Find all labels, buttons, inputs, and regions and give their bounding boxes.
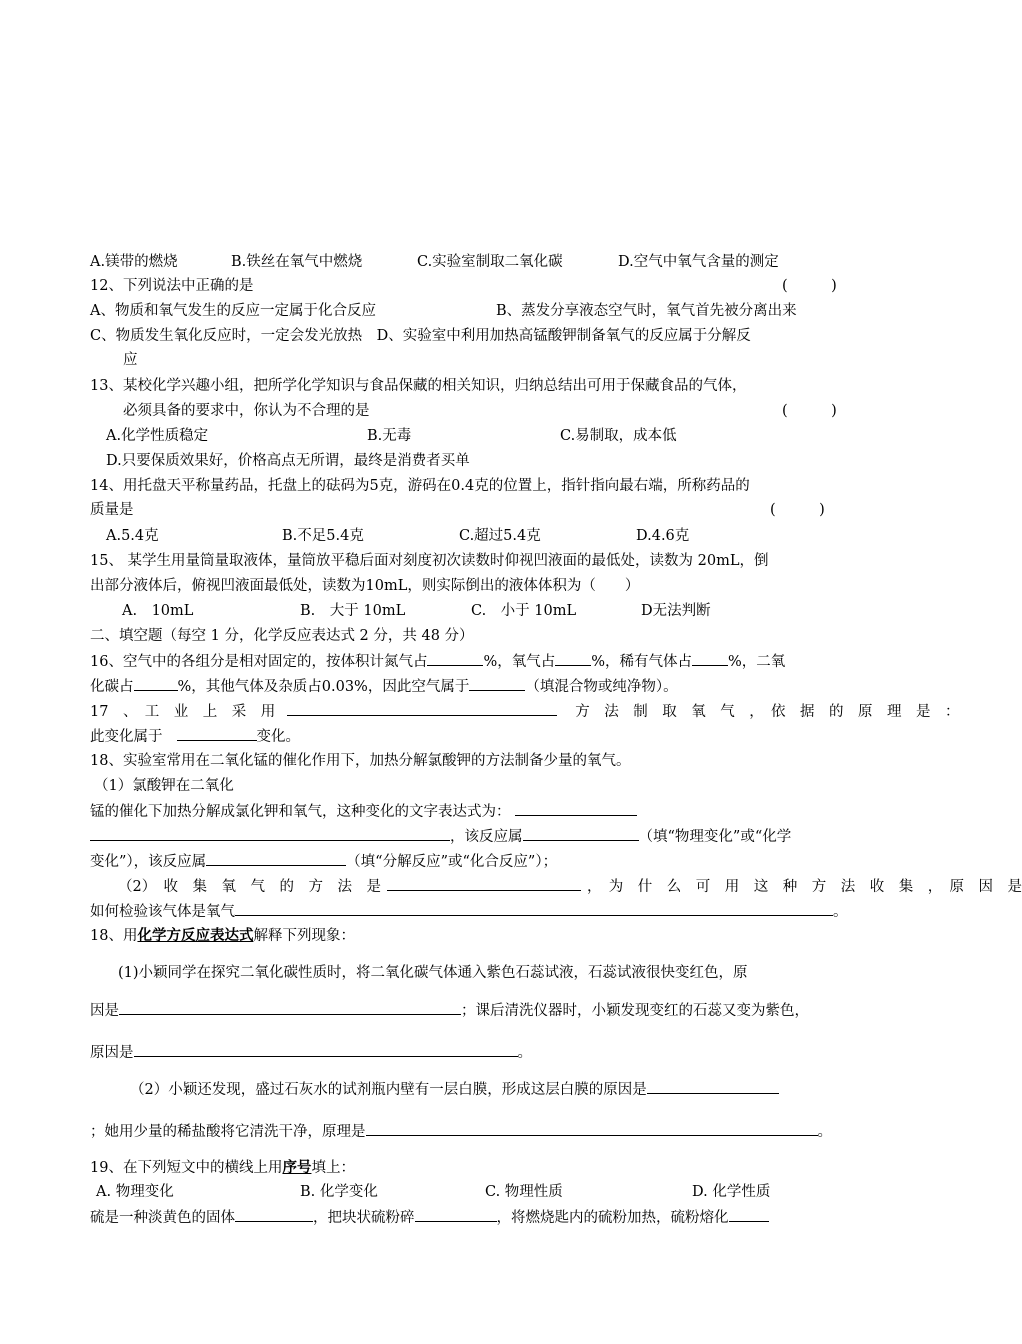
q12-option-d-cont: 应 xyxy=(123,352,138,368)
q13-stem-line2: 必须具备的要求中，你认为不合理的是 xyxy=(123,403,370,419)
q17-text: 17 、 工 业 上 采 用 xyxy=(90,704,276,720)
q16-line1 xyxy=(90,651,785,672)
q18b-text: ；她用少量的稀盐酸将它清洗干净，原理是 xyxy=(90,1124,366,1140)
q18-line xyxy=(90,826,791,847)
q13-answer-paren: ( ) xyxy=(782,403,837,419)
q17-text: 此变化属于 xyxy=(90,729,163,745)
q13-stem-line1: 13、某校化学兴趣小组，把所学化学知识与食品保藏的相关知识，归纳总结出可用于保藏食品的气体， xyxy=(90,378,747,394)
q18b-line xyxy=(90,1121,832,1142)
q18-text: （填“分解反应”或“化合反应”）； xyxy=(346,854,558,870)
q18-blank-collect-method[interactable] xyxy=(387,876,581,891)
q19-option-d: D. 化学性质 xyxy=(692,1184,771,1200)
q19-option-a: A. 物理变化 xyxy=(96,1184,174,1200)
section-heading: 二、填空题（每空 1 分，化学反应表达式 2 分，共 48 分） xyxy=(90,628,474,644)
q16-blank-co2[interactable] xyxy=(134,676,178,691)
q14-option-a: A.5.4克 xyxy=(106,528,159,544)
q13-option-a: A.化学性质稳定 xyxy=(106,428,209,444)
q13-option-b: B.无毒 xyxy=(367,428,412,444)
q16-line2 xyxy=(90,676,678,697)
q12-stem: 12、下列说法中正确的是 xyxy=(90,278,254,294)
q16-text: %，二氧 xyxy=(728,654,786,670)
q18b-blank-reason2[interactable] xyxy=(134,1042,518,1057)
q18b-line xyxy=(90,1000,809,1021)
q18b-stem xyxy=(90,926,355,946)
q18-sub1: （1）氯酸钾在二氧化 xyxy=(94,778,234,794)
q18b-text: 。 xyxy=(817,1124,832,1140)
q12-answer-paren: ( ) xyxy=(782,278,837,294)
q18-blank-change-type[interactable] xyxy=(523,826,639,841)
q16-text: （填混合物或纯净物）。 xyxy=(525,679,678,695)
q19-text: 填上： xyxy=(311,1160,355,1176)
q14-answer-paren: ( ) xyxy=(770,502,825,518)
q18-stem: 18、实验室常用在二氧化锰的催化作用下，加热分解氯酸钾的方法制备少量的氧气。 xyxy=(90,753,631,769)
q18b-text: （2）小颖还发现，盛过石灰水的试剂瓶内壁有一层白膜，形成这层白膜的原因是 xyxy=(130,1082,647,1098)
q18-line xyxy=(118,876,1022,897)
q12-option-c-d: C、物质发生氧化反应时，一定会发光放热 D、实验室中利用加热高锰酸钾制备氧气的反应属于分解反 xyxy=(90,328,751,344)
q18-text: 锰的催化下加热分解成氯化钾和氧气，这种变化的文字表达式为： xyxy=(90,804,511,820)
q14-stem-line2: 质量是 xyxy=(90,502,134,518)
q16-text: %，稀有气体占 xyxy=(591,654,693,670)
q18b-blank-principle[interactable] xyxy=(366,1121,818,1136)
q11-option-c: C.实验室制取二氧化碳 xyxy=(417,254,563,270)
q18b-text: 解释下列现象： xyxy=(253,928,355,944)
q18b-blank-white-film[interactable] xyxy=(647,1079,779,1094)
q18b-line xyxy=(130,1079,779,1100)
q18b-sub1: (1)小颖同学在探究二氧化碳性质时，将二氧化碳气体通入紫色石蕊试液，石蕊试液很快变红色，原 xyxy=(118,965,748,981)
q17-line1 xyxy=(90,701,959,722)
q18-blank-reaction-type[interactable] xyxy=(206,851,346,866)
q15-option-d: D无法判断 xyxy=(641,603,711,619)
q19-line xyxy=(90,1207,769,1228)
q19-text: 19、在下列短文中的横线上用 xyxy=(90,1160,283,1176)
q18-text: （2） 收 集 氧 气 的 方 法 是 xyxy=(118,879,381,895)
q14-option-b: B.不足5.4克 xyxy=(282,528,364,544)
q18b-text: 18、用 xyxy=(90,928,138,944)
q18b-text: ；课后清洗仪器时，小颖发现变红的石蕊又变为紫色， xyxy=(461,1003,809,1019)
q15-option-a: A. 10mL xyxy=(122,603,194,619)
q16-blank-oxygen[interactable] xyxy=(555,651,591,666)
q16-text: %，其他气体及杂质占0.03%，因此空气属于 xyxy=(177,679,470,695)
q19-stem xyxy=(90,1158,355,1178)
q18b-text: 因是 xyxy=(90,1003,119,1019)
q18-line xyxy=(90,801,637,822)
q11-option-b: B.铁丝在氧气中燃烧 xyxy=(231,254,363,270)
q17-blank-change-type[interactable] xyxy=(177,726,257,741)
q17-blank-method[interactable] xyxy=(287,701,557,716)
q16-text: 16、空气中的各组分是相对固定的，按体积计氮气占 xyxy=(90,654,428,670)
q18b-emphasis: 化学方反应表达式 xyxy=(137,927,254,944)
q18b-text: 原因是 xyxy=(90,1045,134,1061)
q17-line2 xyxy=(90,726,300,747)
q18-blank-expression[interactable] xyxy=(90,826,450,841)
q15-stem-line2: 出部分液体后，俯视凹液面最低处，读数为10mL，则实际倒出的液体体积为（ ） xyxy=(90,578,640,594)
q18-blank-expression-start[interactable] xyxy=(515,801,637,816)
q16-text: %，氧气占 xyxy=(483,654,556,670)
q18-text: （填“物理变化”或“化学 xyxy=(638,829,792,845)
q19-text: 硫是一种淡黄色的固体 xyxy=(90,1210,235,1226)
q16-blank-noble-gas[interactable] xyxy=(692,651,728,666)
q11-option-a: A.镁带的燃烧 xyxy=(90,254,178,270)
q18-line xyxy=(90,901,848,922)
q15-option-c: C. 小于 10mL xyxy=(471,603,577,619)
q12-option-a: A、物质和氧气发生的反应一定属于化合反应 xyxy=(90,303,376,319)
q11-option-d: D.空气中氧气含量的测定 xyxy=(618,254,779,270)
q18-text: ，该反应属 xyxy=(450,829,523,845)
q16-blank-nitrogen[interactable] xyxy=(427,651,483,666)
q12-option-b: B、蒸发分享液态空气时，氧气首先被分离出来 xyxy=(496,303,797,319)
q16-text: 化碳占 xyxy=(90,679,134,695)
q19-blank-3[interactable] xyxy=(729,1207,769,1222)
q18-text: ， 为 什 么 可 用 这 种 方 法 收 集 ， 原 因 是 xyxy=(586,879,1022,895)
q18b-blank-reason1[interactable] xyxy=(119,1000,461,1015)
q18b-text: 。 xyxy=(517,1045,532,1061)
q18-line xyxy=(90,851,557,872)
q18-text: 如何检验该气体是氧气 xyxy=(90,904,235,920)
q16-blank-classification[interactable] xyxy=(469,676,525,691)
q18-text: 变化”），该反应属 xyxy=(90,854,207,870)
q14-option-c: C.超过5.4克 xyxy=(459,528,541,544)
q17-text: 变化。 xyxy=(256,729,300,745)
q19-emphasis: 序号 xyxy=(282,1159,312,1176)
q15-option-b: B. 大于 10mL xyxy=(300,603,406,619)
q18b-line xyxy=(90,1042,532,1063)
q19-option-c: C. 物理性质 xyxy=(485,1184,563,1200)
q13-option-d: D.只要保质效果好，价格高点无所谓，最终是消费者买单 xyxy=(106,453,470,469)
q15-stem-line1: 15、 某学生用量筒量取液体，量筒放平稳后面对刻度初次读数时仰视凹液面的最低处，读数为 20mL，倒 xyxy=(90,553,769,569)
q14-option-d: D.4.6克 xyxy=(636,528,690,544)
q19-option-b: B. 化学变化 xyxy=(300,1184,378,1200)
q19-text: ，将燃烧匙内的硫粉加热，硫粉熔化 xyxy=(496,1210,729,1226)
q18-text: 。 xyxy=(833,904,848,920)
q18-blank-test-method[interactable] xyxy=(235,901,833,916)
q19-blank-1[interactable] xyxy=(235,1207,313,1222)
q17-text: 方 法 制 取 氧 气 ， 依 据 的 原 理 是 ： xyxy=(575,704,960,720)
q19-blank-2[interactable] xyxy=(415,1207,497,1222)
q13-option-c: C.易制取，成本低 xyxy=(560,428,677,444)
q14-stem-line1: 14、用托盘天平称量药品，托盘上的砝码为5克，游码在0.4克的位置上，指针指向最右端，所称药品的 xyxy=(90,478,750,494)
q19-text: ，把块状硫粉碎 xyxy=(313,1210,415,1226)
